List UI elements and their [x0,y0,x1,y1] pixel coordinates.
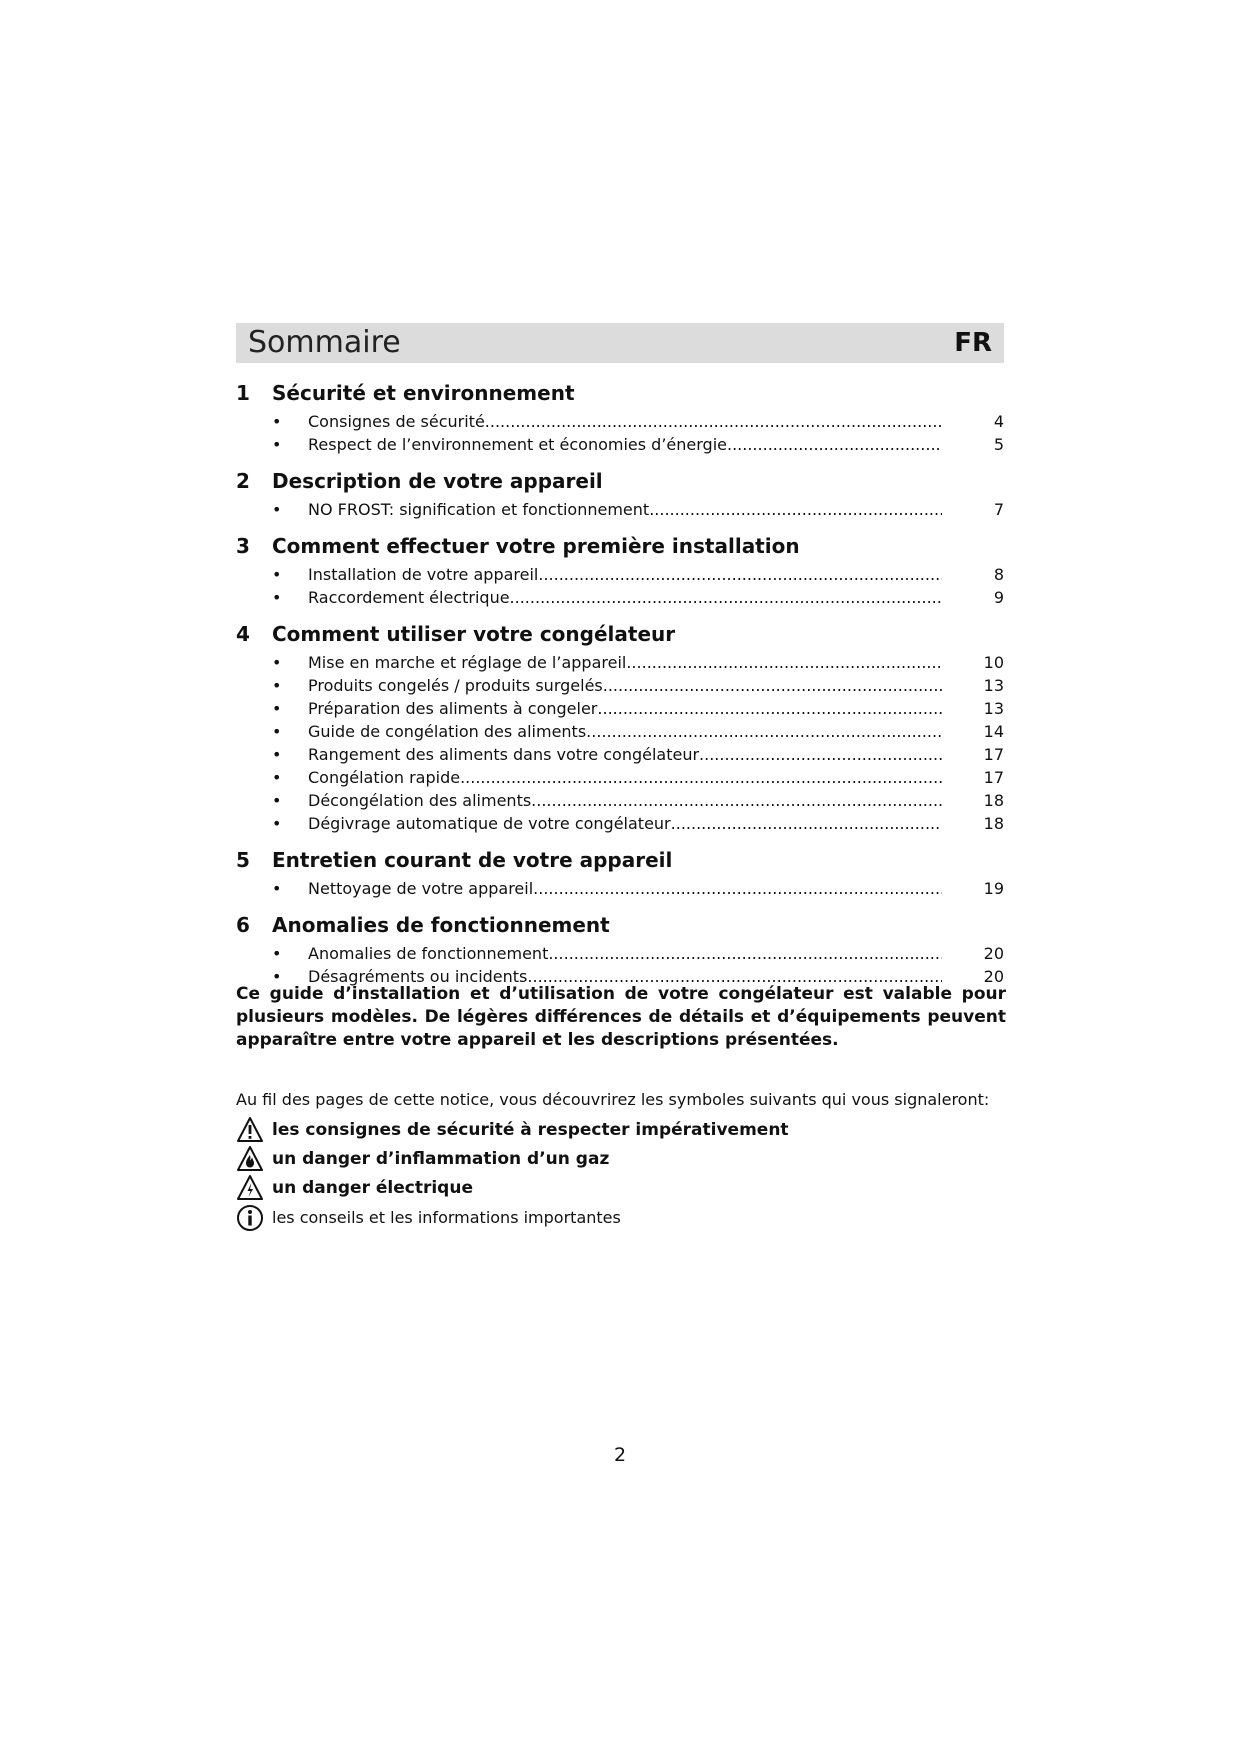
toc-section [236,529,1004,609]
bullet: • [272,967,282,986]
toc-section-number: 2 [236,469,250,493]
toc-entry-label: Respect de l’environnement et économies d’énergie [308,435,727,454]
toc-entry [236,743,1004,766]
bullet: • [272,814,282,833]
toc-entry [236,720,1004,743]
toc-entry [236,812,1004,835]
bullet: • [272,412,282,431]
toc-entry [236,942,1004,965]
toc-entry-line [308,433,942,456]
toc-entry-page: 18 [983,814,1004,833]
toc-entry-page: 20 [983,944,1004,963]
bullet: • [272,435,282,454]
toc-section [236,464,1004,521]
toc-section-number: 3 [236,534,250,558]
toc-entry-page: 18 [983,791,1004,810]
legend-item-gas [236,1145,936,1173]
toc-entry-label: Anomalies de fonctionnement [308,944,549,963]
toc-section-number: 6 [236,913,250,937]
legend-item-electric [236,1174,936,1202]
legend-text: un danger électrique [272,1178,473,1198]
toc-entry-page: 20 [983,967,1004,986]
toc-entry-page: 17 [983,768,1004,787]
dot-leader [597,697,942,720]
bullet: • [272,944,282,963]
bullet: • [272,791,282,810]
bullet: • [272,722,282,741]
dot-leader [727,433,942,456]
dot-leader [649,498,942,521]
toc-entry-label: Décongélation des aliments [308,791,532,810]
toc-entry-line [308,563,942,586]
toc-entry [236,586,1004,609]
legend-item-info [236,1204,936,1232]
toc-entry-page: 4 [993,412,1004,431]
toc-entry-page: 8 [993,565,1004,584]
toc-section-title: Anomalies de fonctionnement [272,913,610,937]
toc-entry-line [308,789,942,812]
toc-entry [236,697,1004,720]
toc-entry-label: Congélation rapide [308,768,461,787]
toc-entry-page: 5 [993,435,1004,454]
toc-entry-label: Guide de congélation des aliments [308,722,587,741]
legend-intro: Au fil des pages de cette notice, vous découvrirez les symboles suivants qui vous signaleront: [236,1090,990,1109]
toc-entry-line [308,720,942,743]
bullet: • [272,653,282,672]
toc-section-number: 5 [236,848,250,872]
toc-entry-label: Désagréments ou incidents [308,967,528,986]
dot-leader [586,720,942,743]
toc-section-heading [236,843,1004,877]
flame-warning-icon [236,1145,264,1173]
toc-entry [236,789,1004,812]
toc-entry [236,498,1004,521]
toc-entry-line [308,743,942,766]
toc-entry [236,563,1004,586]
toc-entry-label: Installation de votre appareil [308,565,539,584]
toc-entry-line [308,410,942,433]
legend-text: les consignes de sécurité à respecter impérativement [272,1120,789,1140]
bullet: • [272,768,282,787]
toc-entry-label: Nettoyage de votre appareil [308,879,534,898]
dot-leader [460,766,942,789]
toc-section-number: 1 [236,381,250,405]
dot-leader [626,651,942,674]
toc-section-heading [236,464,1004,498]
toc-entry [236,651,1004,674]
dot-leader [485,410,942,433]
bullet: • [272,879,282,898]
toc-section [236,617,1004,835]
page-number: 2 [613,1444,627,1466]
toc-entry-line [308,586,942,609]
toc-section-heading [236,376,1004,410]
toc-section [236,376,1004,456]
bullet: • [272,565,282,584]
toc-section [236,843,1004,900]
toc-entry [236,766,1004,789]
toc-entry-line [308,498,942,521]
toc-entry-label: Raccordement électrique [308,588,510,607]
dot-leader [603,674,942,697]
toc-entry-line [308,766,942,789]
toc-entry [236,877,1004,900]
bullet: • [272,676,282,695]
toc-entry-page: 13 [983,699,1004,718]
legend-text: un danger d’inflammation d’un gaz [272,1149,610,1169]
toc-entry-page: 19 [983,879,1004,898]
info-icon [236,1204,264,1232]
toc-entry-label: NO FROST: signification et fonctionnement [308,500,650,519]
bullet: • [272,588,282,607]
toc-entry-page: 13 [983,676,1004,695]
toc-entry-page: 10 [983,653,1004,672]
bullet: • [272,745,282,764]
dot-leader [538,563,942,586]
dot-leader [699,743,942,766]
toc-section-heading [236,617,1004,651]
toc-entry-label: Rangement des aliments dans votre congélateur [308,745,700,764]
dot-leader [671,812,942,835]
electric-warning-icon [236,1174,264,1202]
toc-entry-line [308,877,942,900]
table-of-contents [236,376,1004,988]
toc-entry-label: Mise en marche et réglage de l’appareil [308,653,627,672]
validity-note: Ce guide d’installation et d’utilisation de votre congélateur est valable pour plusieurs modèles. De légères différences de détails et d’équipements peuvent apparaître entre votre appareil et les descriptions présentées. [236,984,1006,1050]
header-bar [236,323,1004,363]
toc-section-heading [236,529,1004,563]
toc-entry-line [308,651,942,674]
toc-section-title: Comment effectuer votre première installation [272,534,800,558]
toc-entry-line [308,812,942,835]
toc-entry [236,433,1004,456]
toc-entry-page: 14 [983,722,1004,741]
dot-leader [533,877,942,900]
toc-section-title: Comment utiliser votre congélateur [272,622,676,646]
toc-entry-label: Consignes de sécurité [308,412,485,431]
toc-entry-line [308,674,942,697]
toc-section-title: Sécurité et environnement [272,381,575,405]
toc-entry-label: Dégivrage automatique de votre congélateur [308,814,671,833]
legend-item-safety [236,1116,936,1144]
toc-entry-page: 9 [993,588,1004,607]
dot-leader [531,789,942,812]
page-title: Sommaire [248,325,401,360]
toc-section [236,908,1004,988]
toc-section-heading [236,908,1004,942]
toc-entry-line [308,697,942,720]
warning-icon [236,1116,264,1144]
toc-entry-page: 7 [993,500,1004,519]
dot-leader [510,586,942,609]
toc-section-number: 4 [236,622,250,646]
dot-leader [548,942,942,965]
toc-entry-label: Préparation des aliments à congeler [308,699,598,718]
toc-entry-page: 17 [983,745,1004,764]
toc-entry [236,674,1004,697]
toc-entry [236,410,1004,433]
legend-text: les conseils et les informations importantes [272,1208,621,1227]
toc-section-title: Entretien courant de votre appareil [272,848,673,872]
toc-section-title: Description de votre appareil [272,469,603,493]
toc-entry-line [308,942,942,965]
language-code: FR [954,328,992,358]
bullet: • [272,500,282,519]
toc-entry-label: Produits congelés / produits surgelés [308,676,603,695]
bullet: • [272,699,282,718]
